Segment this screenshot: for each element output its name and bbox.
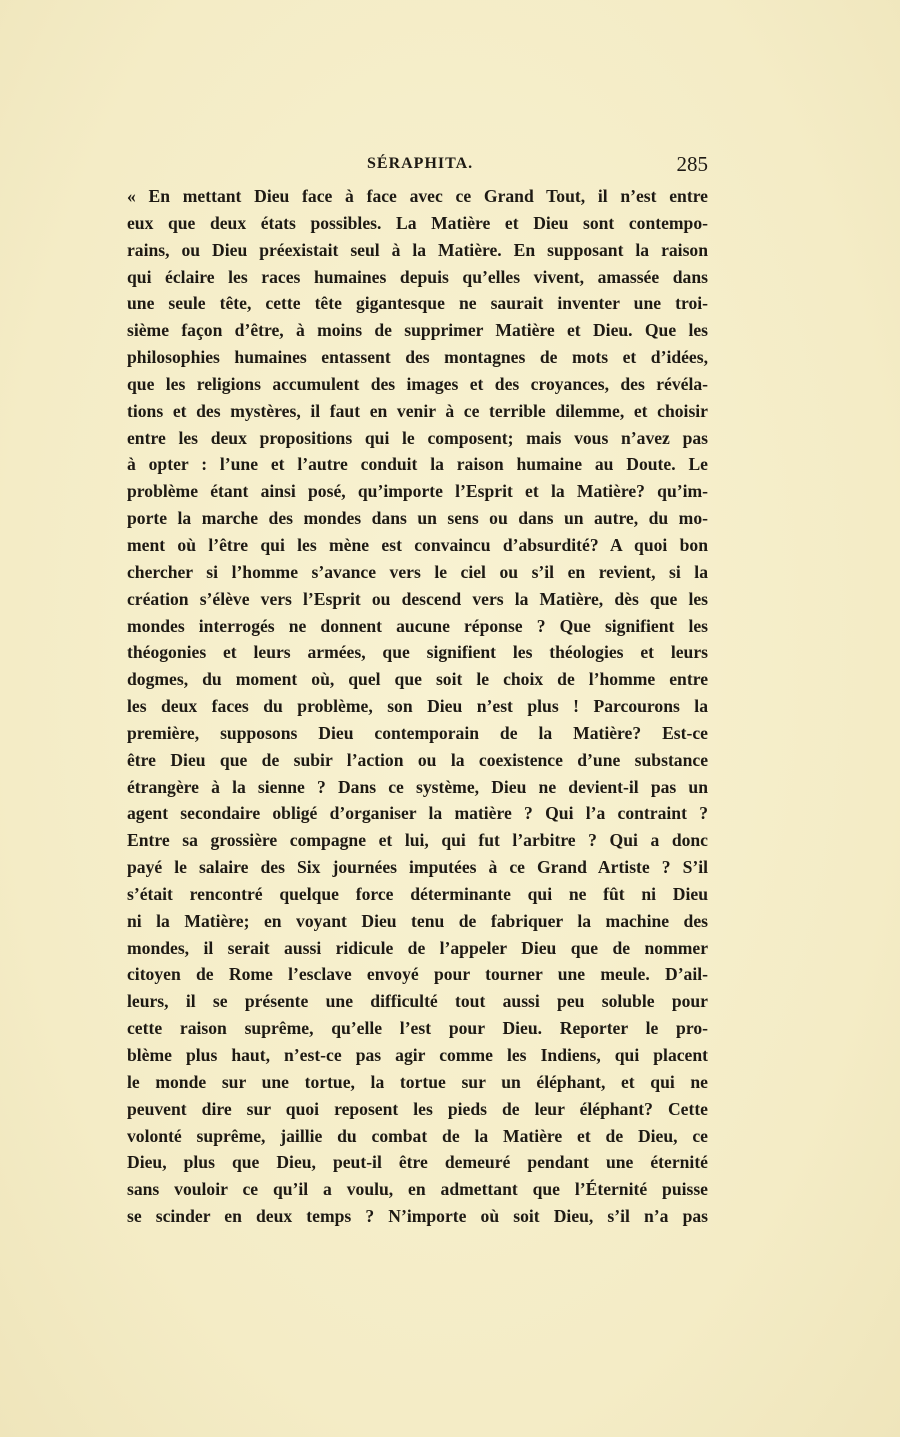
text-line: sième façon d’être, à moins de supprimer Matière et Dieu. Que les [127,320,708,341]
text-line: blème plus haut, n’est-ce pas agir comme les Indiens, qui placent [127,1045,708,1065]
text-line: le monde sur une tortue, la tortue sur un éléphant, et qui ne [127,1071,708,1092]
text-line: les deux faces du problème, son Dieu n’est plus ! Parcourons la [127,696,708,717]
text-line: cette raison suprême, qu’elle l’est pour Dieu. Reporter le pro- [127,1018,708,1039]
text-line: que les religions accumulent des images et des croyances, des révéla- [127,373,708,394]
text-line: porte la marche des mondes dans un sens ou dans un autre, du mo- [127,508,708,529]
running-title: SÉRAPHITA. [367,155,474,172]
text-line: Entre sa grossière compagne et lui, qui fut l’arbitre ? Qui a donc [127,830,708,851]
text-line: étrangère à la sienne ? Dans ce système, Dieu ne devient-il pas un [127,776,708,797]
text-line: dogmes, du moment où, quel que soit le choix de l’homme entre [127,669,708,690]
text-line: problème étant ainsi posé, qu’importe l’Esprit et la Matière? qu’im- [127,481,708,502]
text-line: théogonies et leurs armées, que signifient les théologies et leurs [127,642,708,663]
text-line: eux que deux états possibles. La Matière et Dieu sont contempo- [127,212,708,233]
page-number: 285 [676,152,708,176]
text-line: ni la Matière; en voyant Dieu tenu de fabriquer la machine des [127,910,708,931]
text-line: rains, ou Dieu préexistait seul à la Matière. En supposant la raison [127,239,708,260]
text-line: peuvent dire sur quoi reposent les pieds de leur éléphant? Cette [127,1098,708,1119]
text-line: mondes, il serait aussi ridicule de l’appeler Dieu que de nommer [127,937,708,958]
text-line: volonté suprême, jaillie du combat de la Matière et de Dieu, ce [127,1125,708,1146]
text-line: citoyen de Rome l’esclave envoyé pour tourner une meule. D’ail- [127,964,708,985]
text-line: une seule tête, cette tête gigantesque ne saurait inventer une troi- [127,293,708,314]
text-line: agent secondaire obligé d’organiser la matière ? Qui l’a contraint ? [127,803,708,824]
text-line: mondes interrogés ne donnent aucune réponse ? Que signifient les [127,615,708,636]
text-line: première, supposons Dieu contemporain de la Matière? Est-ce [127,722,708,743]
text-line: sans vouloir ce qu’il a voulu, en admettant que l’Éternité puisse [127,1179,708,1200]
page-header [127,152,708,178]
text-line: se scinder en deux temps ? N’importe où soit Dieu, s’il n’a pas [127,1206,708,1227]
text-line: à opter : l’une et l’autre conduit la raison humaine au Doute. Le [127,454,708,475]
text-line: création s’élève vers l’Esprit ou descend vers la Matière, dès que les [127,588,708,609]
text-line: tions et des mystères, il faut en venir à ce terrible dilemme, et choisir [127,400,708,421]
text-line: qui éclaire les races humaines depuis qu’elles vivent, amassée dans [127,266,708,287]
text-line: chercher si l’homme s’avance vers le ciel ou s’il en revient, si la [127,561,708,582]
text-line: s’était rencontré quelque force déterminante qui ne fût ni Dieu [127,883,708,904]
text-line: Dieu, plus que Dieu, peut-il être demeuré pendant une éternité [127,1152,708,1173]
text-line: payé le salaire des Six journées imputées à ce Grand Artiste ? S’il [127,857,708,878]
text-line: philosophies humaines entassent des montagnes de mots et d’idées, [127,347,708,368]
text-line: leurs, il se présente une difficulté tout aussi peu soluble pour [127,991,708,1012]
text-line: entre les deux propositions qui le composent; mais vous n’avez pas [127,427,708,448]
body-text [127,183,708,1230]
text-line: être Dieu que de subir l’action ou la coexistence d’une substance [127,749,708,770]
text-line: « En mettant Dieu face à face avec ce Grand Tout, il n’est entre [127,186,708,206]
text-line: ment où l’être qui les mène est convaincu d’absurdité? A quoi bon [127,534,708,555]
